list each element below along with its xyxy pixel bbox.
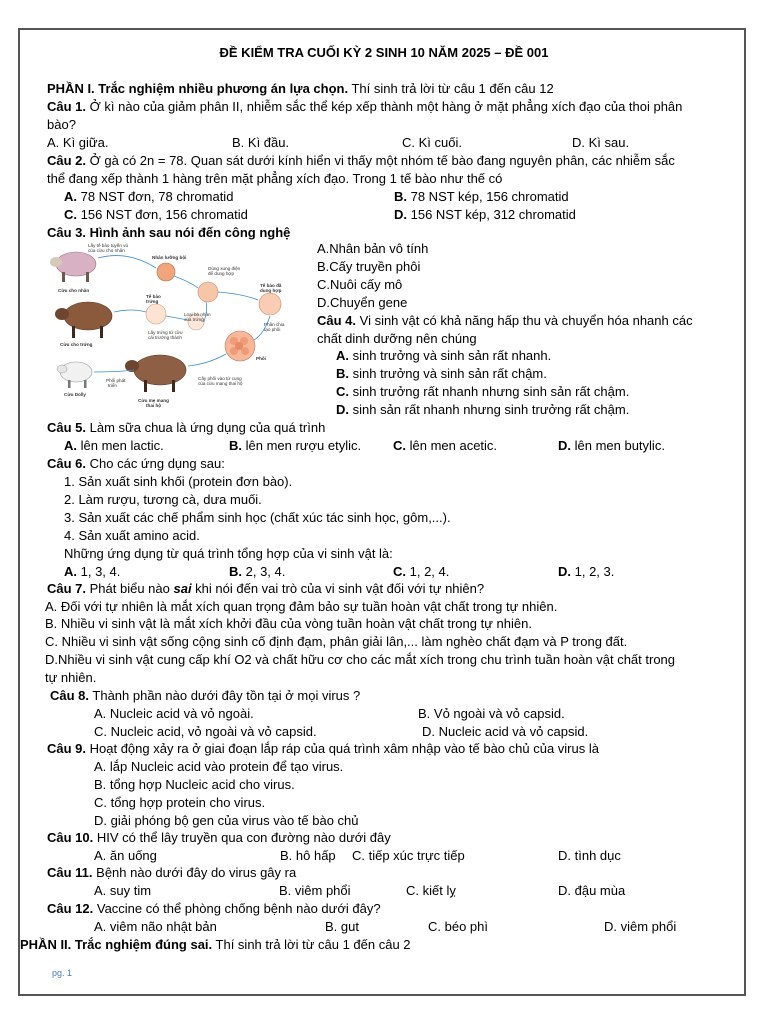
q7-option-c: C. Nhiều vi sinh vật sống cộng sinh cố định đạm, phân giải lân,... làm nghèo chất đạm và P trong đất. (45, 634, 628, 649)
fig-label-13: Cừu cho trứng (60, 342, 93, 347)
q2-b-text: 78 NST kép, 156 chromatid (407, 189, 569, 204)
q4-d-letter: D. (336, 402, 349, 417)
q10-text: HIV có thể lây truyền qua con đường nào dưới đây (93, 830, 391, 845)
q5-stem (47, 419, 325, 436)
part1-heading (47, 80, 554, 97)
q5-b-text: lên men rượu etylic. (242, 438, 362, 453)
fig-label-19: Phôi phát (106, 378, 126, 383)
q1-stem (47, 98, 682, 115)
q5-text: Làm sữa chua là ứng dụng của quá trình (86, 420, 326, 435)
q4-text: Vi sinh vật có khả năng hấp thu và chuyển hóa nhanh các (356, 313, 693, 328)
q1-text: Ở kì nào của giảm phân II, nhiễm sắc thể kép xếp thành một hàng ở mặt phẳng xích đạo của thoi phân (86, 99, 683, 114)
q6-number: Câu 6. (47, 456, 87, 471)
q4-number: Câu 4. (317, 313, 357, 328)
q9-option-a: A. lắp Nucleic acid vào protein để tạo virus. (94, 759, 344, 774)
q5-a-text: lên men lactic. (77, 438, 164, 453)
page-number: pg. 1 (52, 968, 73, 978)
q7-option-b: B. Nhiều vi sinh vật là mắt xích khởi đầu của vòng tuần hoàn vật chất trong tự nhiên. (45, 616, 532, 631)
embryo-icon (225, 331, 255, 361)
nucleus-icon (157, 263, 175, 281)
q9-option-b: B. tổng hợp Nucleic acid cho virus. (94, 777, 295, 792)
q5-option-d (558, 437, 665, 454)
q6-d-text: 1, 2, 3. (571, 564, 615, 579)
q6-item-2: 2. Làm rượu, tương cà, dưa muối. (64, 492, 262, 507)
fig-label-1: Lấy tế bào tuyến vú (88, 243, 129, 248)
fig-label-22: của cừu mang thai hộ (198, 381, 243, 386)
q6-b-text: 2, 3, 4. (242, 564, 286, 579)
dolly-sheep-icon (57, 362, 92, 388)
q2-number: Câu 2. (47, 153, 87, 168)
fig-label-5: để dung hợp (208, 271, 235, 276)
q10-option-b: B. hô hấp (280, 848, 336, 863)
part2-rest: Thí sinh trả lời từ câu 1 đến câu 2 (212, 937, 411, 952)
q6-item-4: 4. Sản xuất amino acid. (64, 528, 200, 543)
q10-option-d: D. tình dục (558, 848, 621, 863)
q4-c-text: sinh trưởng rất nhanh nhưng sinh sản rất chậm. (349, 384, 630, 399)
donor-sheep-icon (50, 252, 96, 282)
cloning-diagram (48, 242, 310, 414)
q5-d-letter: D. (558, 438, 571, 453)
q4-stem-cont: chất dinh dưỡng nên chúng (317, 331, 477, 346)
q2-d-text: 156 NST kép, 312 chromatid (407, 207, 576, 222)
fig-label-18: Phôi (256, 356, 266, 361)
q11-option-a: A. suy tim (94, 883, 152, 898)
q2-option-b (394, 188, 569, 205)
fig-label-10: trứng (146, 299, 159, 304)
q2-d-letter: D. (394, 207, 407, 222)
q12-number: Câu 12. (47, 901, 94, 916)
exam-title: ĐỀ KIỂM TRA CUỐI KỲ 2 SINH 10 NĂM 2025 – ĐỀ 001 (219, 45, 549, 60)
q2-a-letter: A. (64, 189, 77, 204)
q10-stem (47, 829, 391, 846)
q9-option-c: C. tổng hợp protein cho virus. (94, 795, 266, 810)
q9-stem (47, 740, 599, 757)
q11-number: Câu 11. (47, 865, 93, 880)
part2-heading (20, 936, 411, 953)
part1-head: PHẦN I. Trắc nghiệm nhiều phương án lựa chọn. (47, 81, 349, 96)
q1-number: Câu 1. (47, 99, 87, 114)
part2-head: PHẦN II. Trắc nghiệm đúng sai. (20, 937, 213, 952)
q12-option-d: D. viêm phổi (604, 919, 677, 934)
part1-rest: Thí sinh trả lời từ câu 1 đến câu 12 (348, 81, 554, 96)
q5-option-b (229, 437, 361, 454)
q6-b-letter: B. (229, 564, 242, 579)
q1-stem-cont: bào? (47, 117, 76, 132)
q2-text: Ở gà có 2n = 78. Quan sát dưới kính hiển vi thấy một nhóm tế bào đang nguyên phân, các nhiễm sắc (86, 153, 675, 168)
fig-label-12: của trứng (184, 317, 204, 322)
fig-label-24: Cừu mẹ mang (138, 398, 169, 403)
fused-cell-icon (198, 282, 218, 302)
q6-option-a (64, 563, 120, 580)
q11-option-d: D. đậu mùa (558, 883, 626, 898)
q2-option-c (64, 206, 248, 223)
q5-a-letter: A. (64, 438, 77, 453)
q12-option-c: C. béo phì (428, 919, 488, 934)
q11-option-b: B. viêm phổi (279, 883, 351, 898)
q5-b-letter: B. (229, 438, 242, 453)
q2-b-letter: B. (394, 189, 407, 204)
q5-c-letter: C. (393, 438, 406, 453)
q4-a-text: sinh trưởng và sinh sản rất nhanh. (349, 348, 552, 363)
fig-label-7: dung hợp (260, 288, 282, 293)
q6-item-3: 3. Sản xuất các chế phẩm sinh học (chất xúc tác sinh học, gôm,...). (64, 510, 451, 525)
q4-a-letter: A. (336, 348, 349, 363)
q10-option-c: C. tiếp xúc trực tiếp (352, 848, 465, 863)
q6-option-b (229, 563, 285, 580)
q4-option-a (336, 347, 551, 364)
q7-pre: Phát biểu nào (86, 581, 174, 596)
q8-option-d: D. Nucleic acid và vỏ capsid. (422, 724, 589, 739)
fig-label-23: Cừu Dolly (64, 392, 86, 397)
q6-c-letter: C. (393, 564, 406, 579)
q7-option-d-cont: tự nhiên. (45, 670, 97, 685)
q6-item-1: 1. Sản xuất sinh khối (protein đơn bào). (64, 474, 293, 489)
fig-label-8: Cừu cho nhân (58, 288, 90, 293)
q2-c-letter: C. (64, 207, 77, 222)
q7-option-d: D.Nhiều vi sinh vật cung cấp khí O2 và chất hữu cơ cho các mắt xích trong chu trình tuần hoàn vật chất trong (45, 652, 676, 667)
q8-option-c: C. Nucleic acid, vỏ ngoài và vỏ capsid. (94, 724, 317, 739)
fig-label-21: Cấy phôi vào tử cung (198, 376, 242, 381)
q7-number: Câu 7. (47, 581, 87, 596)
q8-option-a: A. Nucleic acid và vỏ ngoài. (94, 706, 254, 721)
fused-cell-2-icon (259, 293, 281, 315)
fig-label-20: triển (108, 383, 117, 388)
q5-number: Câu 5. (47, 420, 87, 435)
q12-text: Vaccine có thể phòng chống bệnh nào dưới đây? (93, 901, 381, 916)
q8-number: Câu 8. (50, 688, 90, 703)
fig-label-9: Tế bào (146, 294, 161, 299)
q2-option-a (64, 188, 233, 205)
fig-label-15: cái trưởng thành (148, 335, 182, 340)
q4-b-text: sinh trưởng và sinh sản rất chậm. (349, 366, 547, 381)
q3-option-c: C.Nuôi cấy mô (317, 277, 403, 292)
q2-option-d (394, 206, 576, 223)
q1-option-d: D. Kì sau. (572, 135, 630, 150)
fig-label-16: Phân chia (264, 322, 285, 327)
fig-label-17: tạo phôi (264, 327, 281, 332)
q12-stem (47, 900, 381, 917)
q5-option-a (64, 437, 164, 454)
q6-d-letter: D. (558, 564, 571, 579)
q8-stem (50, 687, 360, 704)
q7-emphasis: sai (173, 581, 192, 596)
q4-option-b (336, 365, 547, 382)
q11-option-c: C. kiết lỵ (406, 883, 456, 898)
q6-c-text: 1, 2, 4. (406, 564, 450, 579)
q4-b-letter: B. (336, 366, 349, 381)
q1-option-b: B. Kì đầu. (232, 135, 290, 150)
q6-option-c (393, 563, 449, 580)
q11-stem (47, 864, 296, 881)
q10-option-a: A. ăn uống (94, 848, 157, 863)
q9-number: Câu 9. (47, 741, 87, 756)
egg-cell-icon (146, 304, 166, 324)
q8-option-b: B. Vỏ ngoài và vỏ capsid. (418, 706, 565, 721)
q3-option-b: B.Cấy truyền phôi (317, 259, 421, 274)
fig-label-4: Dùng xung điện (208, 266, 241, 271)
q12-option-b: B. gut (325, 919, 359, 934)
fig-label-14: Lấy trứng từ cừu (148, 330, 183, 335)
q6-option-d (558, 563, 614, 580)
egg-donor-sheep-icon (55, 302, 112, 338)
q2-a-text: 78 NST đơn, 78 chromatid (77, 189, 234, 204)
q7-option-a: A. Đối với tự nhiên là mắt xích quan trọng đảm bảo sự tuần hoàn vật chất trong tự nhiên. (45, 599, 558, 614)
q12-option-a: A. viêm não nhật bản (94, 919, 217, 934)
q4-c-letter: C. (336, 384, 349, 399)
surrogate-sheep-icon (125, 355, 186, 392)
q10-number: Câu 10. (47, 830, 94, 845)
fig-label-3: Nhân lưỡng bội (152, 255, 187, 260)
q4-option-c (336, 383, 629, 400)
q4-option-d (336, 401, 629, 418)
q3-option-a: A.Nhân bản vô tính (317, 241, 429, 256)
fig-label-11: Loại bỏ nhân (184, 312, 211, 317)
q6-a-text: 1, 3, 4. (77, 564, 121, 579)
fig-label-6: Tế bào đã (260, 283, 282, 288)
q6-text: Cho các ứng dụng sau: (86, 456, 225, 471)
fig-label-2: của cừu cho nhân (88, 248, 125, 253)
q7-post: khi nói đến vai trò của vi sinh vật đối với tự nhiên? (191, 581, 485, 596)
q7-stem (47, 580, 484, 597)
q5-c-text: lên men acetic. (406, 438, 498, 453)
q3-stem: Câu 3. Hình ảnh sau nói đến công nghệ (47, 225, 291, 240)
q2-c-text: 156 NST đơn, 156 chromatid (77, 207, 248, 222)
q2-stem (47, 152, 675, 169)
q6-ask: Những ứng dụng từ quá trình tổng hợp của vi sinh vật là: (64, 546, 393, 561)
q1-option-c: C. Kì cuối. (402, 135, 462, 150)
fig-label-25: thai hộ (146, 403, 162, 408)
q4-d-text: sinh sản rất nhanh nhưng sinh trưởng rất chậm. (349, 402, 630, 417)
q8-text: Thành phần nào dưới đây tồn tại ở mọi virus ? (89, 688, 361, 703)
q4-stem (317, 312, 693, 329)
q5-option-c (393, 437, 497, 454)
q6-a-letter: A. (64, 564, 77, 579)
q5-d-text: lên men butylic. (571, 438, 665, 453)
q6-stem (47, 455, 225, 472)
q2-stem-cont: thể đang xếp thành 1 hàng trên mặt phẳng xích đạo. Trong 1 tế bào như thế có (47, 171, 503, 186)
q3-option-d: D.Chuyển gene (317, 295, 408, 310)
q9-option-d: D. giải phóng bộ gen của virus vào tế bào chủ (94, 813, 359, 828)
q11-text: Bệnh nào dưới đây do virus gây ra (92, 865, 297, 880)
q1-option-a: A. Kì giữa. (47, 135, 109, 150)
q9-text: Hoạt động xảy ra ở giai đoạn lắp ráp của quá trình xâm nhập vào tế bào chủ của virus là (86, 741, 599, 756)
